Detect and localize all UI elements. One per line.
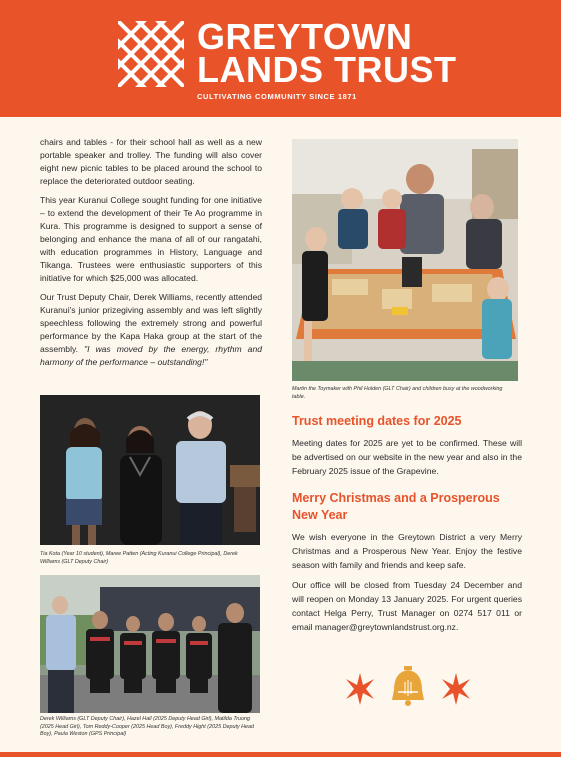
toymaker-photo-image bbox=[292, 139, 518, 381]
paragraph-deputy-chair bbox=[40, 291, 262, 369]
brand-title-line2: LANDS TRUST bbox=[197, 49, 457, 90]
bell-icon bbox=[392, 666, 424, 706]
school-leaders-photo bbox=[40, 575, 260, 713]
crosshatch-logo-icon bbox=[118, 21, 184, 87]
footer-rule bbox=[0, 752, 561, 757]
deputy-chair-quote: "I was moved by the energy, rhythm and harmony of the performance – outstanding!" bbox=[40, 344, 262, 367]
christmas-wishes-text: We wish everyone in the Greytown District a very Merry Christmas and a Prosperous New Year. Enjoy the festive season with family and friends and keep safe. bbox=[292, 532, 522, 570]
star-icon bbox=[442, 673, 470, 705]
brand-tagline: CULTIVATING COMMUNITY SINCE 1871 bbox=[197, 92, 357, 101]
christmas-heading: Merry Christmas and a Prosperous New Year bbox=[292, 491, 500, 522]
brand-block bbox=[197, 16, 457, 101]
paragraph-school-hall: chairs and tables - for their school hall as well as a new portable speaker and trolley. The funding will also cover eight new picnic tables to be placed around the school to replace the deteriorated outdoor seating. bbox=[40, 137, 262, 186]
meeting-dates-heading: Trust meeting dates for 2025 bbox=[292, 414, 462, 428]
right-column bbox=[292, 413, 522, 640]
kuranui-photo-caption: Tia Kota (Year 10 student), Maree Patten (Acting Kuranui College Principal), Derek Williams (GLT Deputy Chair) bbox=[40, 551, 238, 565]
star-icon bbox=[346, 673, 374, 705]
meeting-dates-text: Meeting dates for 2025 are yet to be confirmed. These will be advertised on our website in the new year and also in the February 2025 issue of the Grapevine. bbox=[292, 438, 522, 476]
christmas-decoration-art bbox=[340, 660, 476, 710]
brand-title-line1: GREYTOWN bbox=[197, 16, 413, 57]
office-closure-text: Our office will be closed from Tuesday 24 December and will reopen on Monday 13 January 2025. For urgent queries contact Helga Perry, Trust Manager on 0274 517 011 or email manager@greytownlandstrust.org.nz. bbox=[292, 580, 522, 632]
left-column bbox=[40, 136, 262, 375]
toymaker-photo bbox=[292, 139, 518, 381]
christmas-decoration bbox=[340, 660, 476, 710]
school-leaders-photo-caption: Derek Williams (GLT Deputy Chair), Hazel Hall (2025 Deputy Head Girl), Matilda Truong (2025 Head Girl), Tom Reddy-Cooper (2025 Head Boy), Freddy Hight (2025 Deputy Head Boy), Paula Weston (GPS Principal) bbox=[40, 716, 255, 737]
masthead bbox=[0, 0, 561, 117]
toymaker-photo-caption: Martin the Toymaker with Phil Holden (GLT Chair) and children busy at the woodworking table. bbox=[292, 386, 503, 400]
school-leaders-photo-image bbox=[40, 575, 260, 713]
paragraph-kuranui-college: This year Kuranui College sought funding for one initiative – to extend the development of their Te Ao programme in Kura. This programme is designed to support a sense of belonging and enhance the mana of all of our rangatahi, with education programmes in History, Language and Tikanga. Trustees were enthusiastic supporters of this initiative for which $25,000 was allocated. bbox=[40, 195, 262, 283]
kuranui-photo bbox=[40, 395, 260, 545]
kuranui-photo-image bbox=[40, 395, 260, 545]
deputy-chair-text: Our Trust Deputy Chair, Derek Williams, recently attended Kuranui's junior prizegiving assembly and was left slightly speechless following the extremely strong and powerful performance by the Kapa Haka group at the start of the assembly. bbox=[40, 292, 262, 354]
